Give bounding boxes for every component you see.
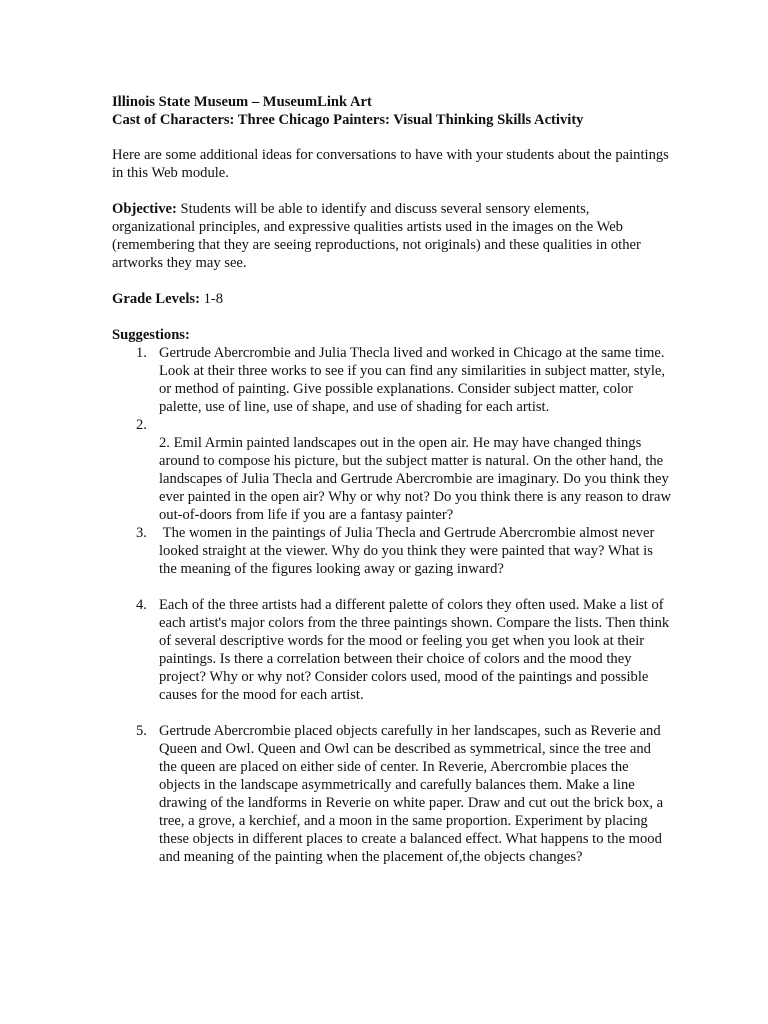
objective-paragraph [112,200,672,272]
list-gap [112,578,672,596]
list-item [112,344,672,416]
list-item [112,524,672,578]
list-item-text: The women in the paintings of Julia Thecla and Gertrude Abercrombie almost never looked straight at the viewer. Why do you think they were painted that way? What is the meaning of the figures looking away or gazing inward? [159,525,659,577]
list-item-number: 3. [136,525,147,541]
list-gap [112,704,672,722]
list-item [112,722,672,866]
intro-paragraph: Here are some additional ideas for conversations to have with your students about the paintings in this Web module. [112,147,669,181]
list-item-number: 1. [136,345,147,361]
list-item-text: Each of the three artists had a different palette of colors they often used. Make a list of each artist's major colors from the three paintings shown. Compare the lists. Then think of several descriptive words for the mood or feeling you get when you look at their paintings. Is there a correlation between their choice of colors and the mood they project? Why or why not? Consider colors used, mood of the paintings and possible causes for the mood for each artist. [159,597,670,703]
list-item [112,416,672,524]
document-header [112,93,672,129]
list-item [112,596,672,704]
list-item-text: 2. Emil Armin painted landscapes out in the open air. He may have changed things around to compose his picture, but the subject matter is natural. On the other hand, the landscapes of Julia Thecla and Gertrude Abercrombie are imaginary. Do you think they ever painted in the open air? Why or why not? Do you think there is any reason to draw out-of-doors from life if you are a fantasy painter? [159,435,671,523]
list-item-number: 2. [136,417,147,433]
list-item-text: Gertrude Abercrombie placed objects carefully in her landscapes, such as Reverie and Queen and Owl. Queen and Owl can be described as symmetrical, since the tree and the queen are placed on either side of center. In Reverie, Abercrombie places the objects in the landscape asymmetrically and carefully balances them. Make a line drawing of the landforms in Reverie on white paper. Draw and cut out the brick box, a tree, a grove, a kerchief, and a moon in the same proportion. Experiment by placing these objects in different places to create a balanced effect. What happens to the mood and meaning of the painting when the placement of,the objects changes? [159,723,664,865]
suggestions-heading: Suggestions: [112,327,190,343]
museum-title: Illinois State Museum – MuseumLink Art [112,94,372,110]
list-item-number: 5. [136,723,147,739]
objective-text: Students will be able to identify and discuss several sensory elements, organizational principles, and expressive qualities artists used in the images on the Web (remembering that they are seeing reproductions, not originals) and these qualities in other artworks they may see. [112,201,641,271]
list-item-text: Gertrude Abercrombie and Julia Thecla lived and worked in Chicago at the same time. Look at their three works to see if you can find any similarities in subject matter, style, or method of painting. Give possible explanations. Consider subject matter, color palette, use of line, use of shape, and use of shading for each artist. [159,345,666,415]
suggestions-list [112,344,672,866]
grade-levels [112,290,672,308]
activity-title: Cast of Characters: Three Chicago Painters: Visual Thinking Skills Activity [112,112,584,128]
objective-label: Objective: [112,201,177,217]
grade-levels-value: 1-8 [199,291,224,307]
grade-levels-label: Grade Levels: [112,291,200,307]
list-item-number: 4. [136,597,147,613]
